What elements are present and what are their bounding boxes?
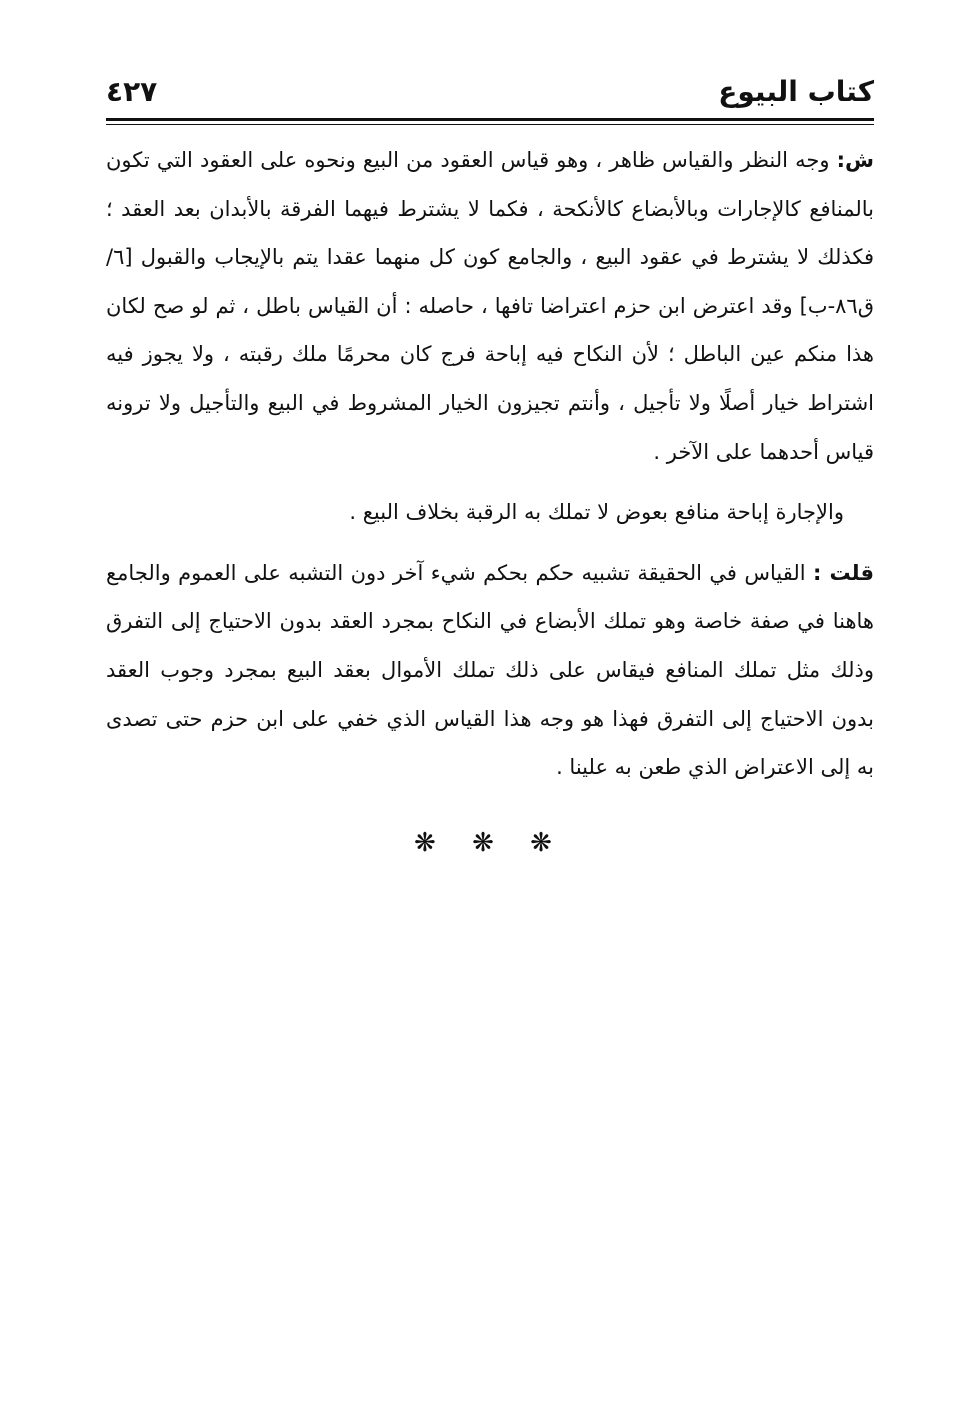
running-header [106,58,874,114]
commentary-marker: ش: [836,148,874,172]
header-rule-thin [106,124,874,125]
header-rule-thick [106,118,874,121]
commentary-paragraph [106,136,874,476]
page-body [106,136,874,792]
ijara-paragraph [106,488,874,537]
commentary-text: وجه النظر والقياس ظاهر ، وهو قياس العقود من البيع ونحوه على العقود التي تكون بالمنافع كالإجارات وبالأبضاع كالأنكحة ، فكما لا يشترط فيهما الفرقة بالأبدان بعد العقد ؛ فكذلك لا يشترط في عقود البيع ، والجامع كون كل منهما عقدا يتم بالإيجاب والقبول [٦/ ق٨٦-ب] وقد اعترض ابن حزم اعتراضا تافها ، حاصله : أن القياس باطل ، ثم لو صح لكان هذا منكم عين الباطل ؛ لأن النكاح فيه إباحة فرج كان محرمًا ملك رقبته ، ولا يجوز فيه اشتراط خيار أصلًا ولا تأجيل ، وأنتم تجيزون الخيار المشروط في البيع والتأجيل ولا ترونه قياس أحدهما على الآخر . [106,148,874,464]
author-note-marker: قلت : [813,560,874,585]
book-title: كتاب البيوع [718,75,874,108]
author-note-text: القياس في الحقيقة تشبيه حكم بحكم شيء آخر دون التشبه على العموم والجامع هاهنا في صفة خاصة وهو تملك الأبضاع في النكاح بمجرد العقد بدون الاحتياج إلى التفرق وذلك مثل تملك المنافع فيقاس على ذلك تملك الأموال بعقد البيع بمجرد وجوب العقد بدون الاحتياج إلى التفرق فهذا هو وجه هذا القياس الذي خفي على ابن حزم حتى تصدى به إلى الاعتراض الذي طعن به علينا . [106,560,874,780]
section-ornament: ❋ ❋ ❋ [414,828,566,858]
page-number: ٤٢٧ [106,75,158,108]
ijara-text: والإجارة إباحة منافع بعوض لا تملك به الرقبة بخلاف البيع . [349,500,844,525]
author-note-paragraph [106,549,874,792]
